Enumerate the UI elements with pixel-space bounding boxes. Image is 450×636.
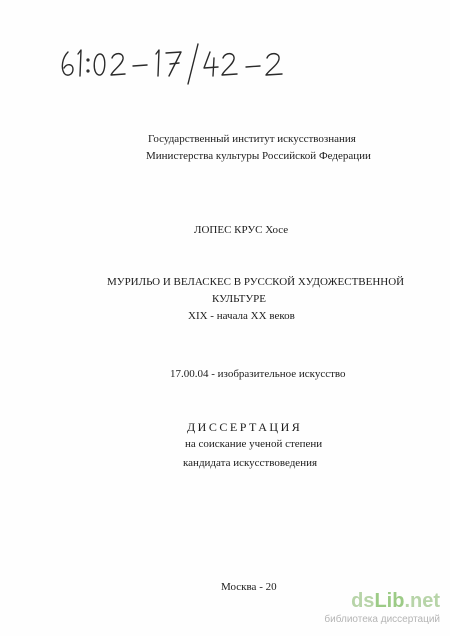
dslib-logo-part-2: Lib	[374, 590, 405, 612]
title-line-2: КУЛЬТУРЕ	[212, 293, 266, 305]
handwritten-code-handwriting	[58, 40, 298, 88]
title-line-1: МУРИЛЬО И ВЕЛАСКЕС В РУССКОЙ ХУДОЖЕСТВЕННОЙ	[107, 276, 405, 288]
dslib-logo	[351, 590, 440, 612]
dslib-watermark	[302, 590, 442, 628]
work-type-heading: ДИССЕРТАЦИЯ	[187, 420, 303, 434]
dslib-subtitle: библиотека диссертаций	[324, 614, 440, 625]
author-name: ЛОПЕС КРУС Хосе	[194, 224, 289, 236]
dslib-logo-part-1: ds	[351, 590, 375, 612]
degree-line-2: кандидата искусствоведения	[183, 457, 318, 469]
institution-line-1: Государственный институт искусствознания	[148, 133, 356, 145]
institution-line-2: Министерства культуры Российской Федерации	[146, 150, 371, 162]
title-line-3: XIX - начала XX веков	[188, 310, 295, 322]
degree-line-1: на соискание ученой степени	[185, 438, 323, 450]
specialty: 17.00.04 - изобразительное искусство	[170, 368, 346, 380]
dslib-logo-part-3: .net	[404, 590, 440, 612]
city-year: Москва - 20	[221, 581, 277, 593]
